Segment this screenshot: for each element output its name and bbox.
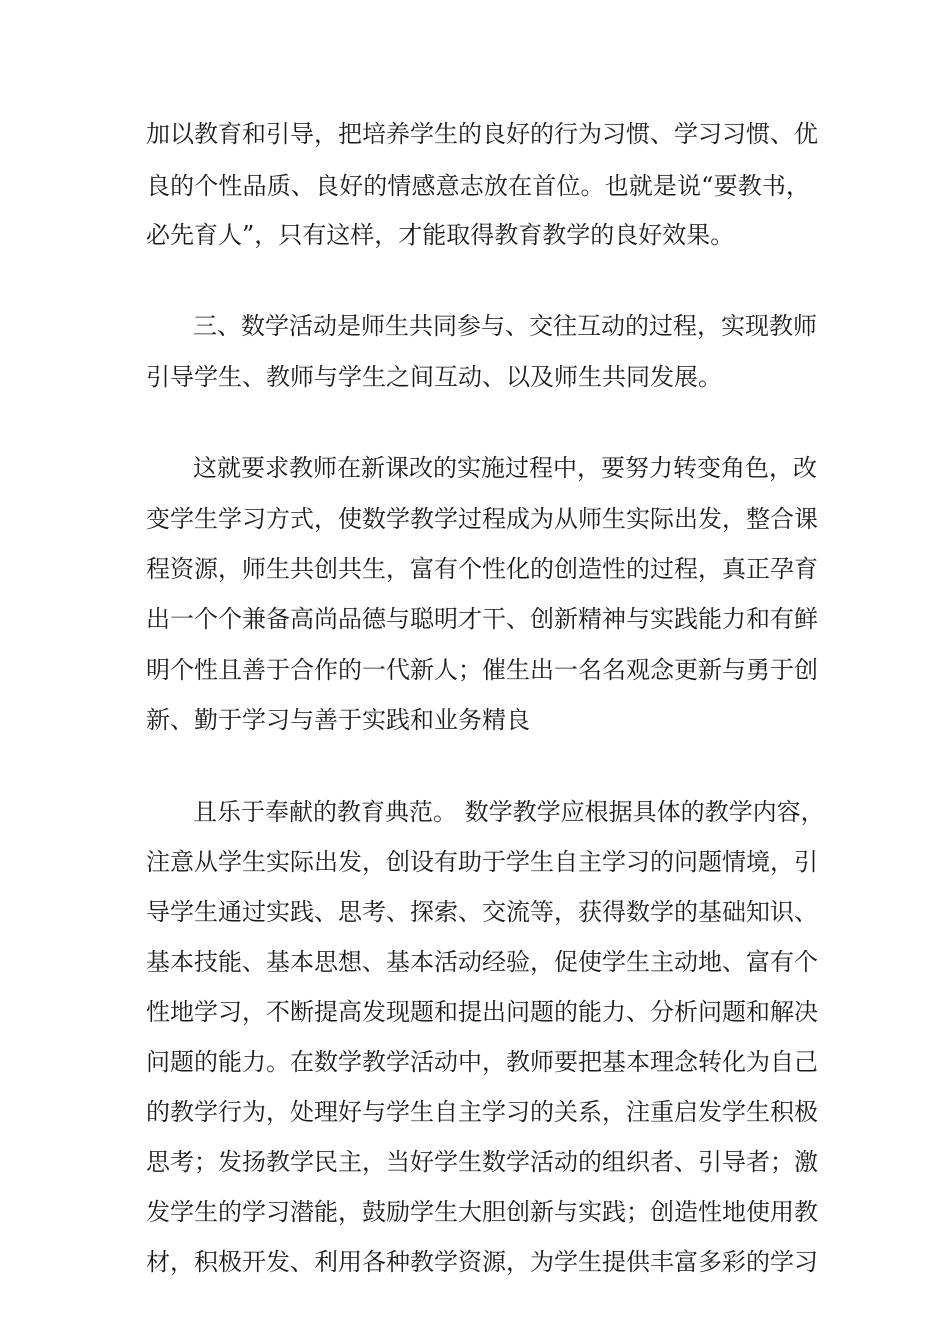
paragraph-4-line-2: 注意从学生实际出发，创设有助于学生自主学习的问题情境，引 [146, 848, 818, 876]
paragraph-3-line-1: 这就要求教师在新课改的实施过程中，要努力转变角色，改 [193, 454, 817, 482]
paragraph-4-line-8: 思考；发扬教学民主，当好学生数学活动的组织者、引导者；激 [146, 1148, 818, 1176]
paragraph-4-line-4: 基本技能、基本思想、基本活动经验，促使学生主动地、富有个 [146, 948, 818, 976]
paragraph-4-line-10: 材，积极开发、利用各种教学资源，为学生提供丰富多彩的学习 [146, 1248, 818, 1276]
paragraph-3-line-5: 明个性且善于合作的一代新人；催生出一名名观念更新与勇于创 [146, 656, 818, 684]
paragraph-1-line-2: 良的个性品质、良好的情感意志放在首位。也就是说“要教书， [146, 172, 810, 200]
paragraph-4-line-1: 且乐于奉献的教育典范。 数学教学应根据具体的教学内容， [193, 798, 825, 826]
paragraph-4-line-9: 发学生的学习潜能，鼓励学生大胆创新与实践；创造性地使用教 [146, 1198, 818, 1226]
paragraph-1-line-3: 必先育人”，只有这样，才能取得教育教学的良好效果。 [146, 221, 735, 249]
paragraph-3-line-6: 新、勤于学习与善于实践和业务精良 [146, 706, 530, 734]
paragraph-3-line-4: 出一个个兼备高尚品德与聪明才干、创新精神与实践能力和有鲜 [146, 605, 818, 633]
paragraph-1-line-1: 加以教育和引导，把培养学生的良好的行为习惯、学习习惯、优 [146, 120, 818, 148]
paragraph-4-line-6: 问题的能力。在数学教学活动中，教师要把基本理念转化为自己 [146, 1048, 818, 1076]
paragraph-4-line-3: 导学生通过实践、思考、探索、交流等，获得数学的基础知识、 [146, 898, 818, 926]
paragraph-4-line-5: 性地学习，不断提高发现题和提出问题的能力、分析问题和解决 [146, 998, 818, 1026]
paragraph-3-line-2: 变学生学习方式，使数学教学过程成为从师生实际出发，整合课 [146, 505, 818, 533]
paragraph-2-line-2: 引导学生、教师与学生之间互动、以及师生共同发展。 [146, 363, 722, 391]
paragraph-2-line-1: 三、数学活动是师生共同参与、交往互动的过程，实现教师 [193, 312, 817, 340]
paragraph-4-line-7: 的教学行为，处理好与学生自主学习的关系，注重启发学生积极 [146, 1098, 818, 1126]
paragraph-3-line-3: 程资源，师生共创共生，富有个性化的创造性的过程，真正孕育 [146, 555, 818, 583]
